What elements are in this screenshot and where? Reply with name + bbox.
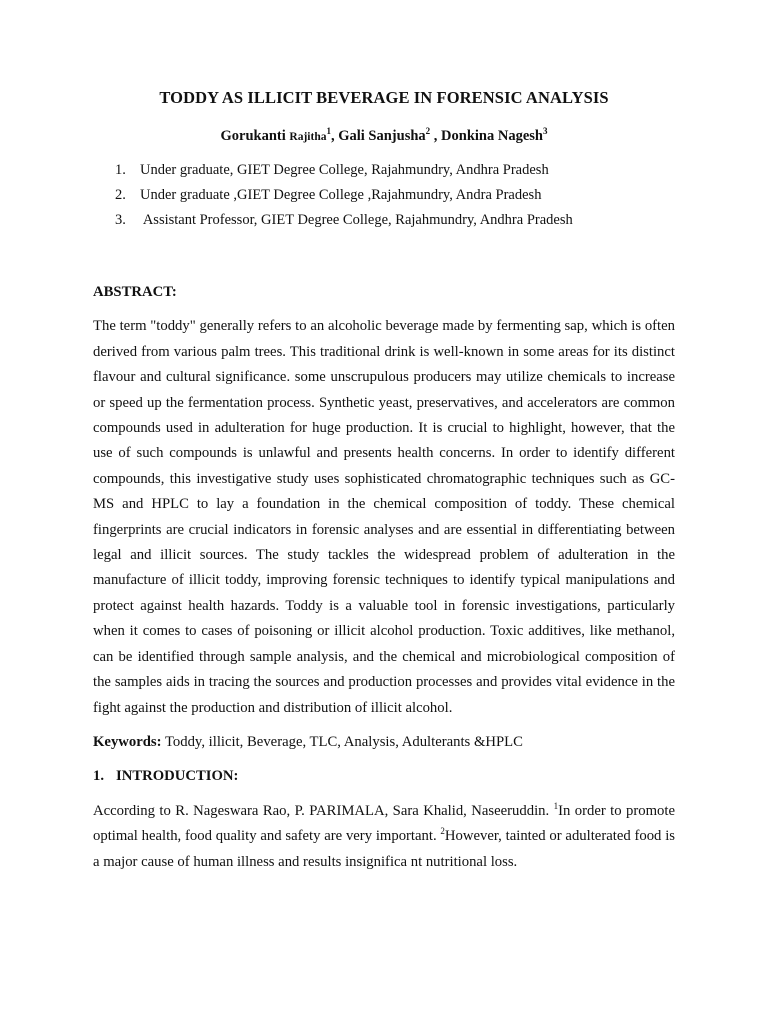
keywords-line <box>93 730 675 755</box>
author-1-first: Gorukanti <box>220 127 286 144</box>
affiliation-list <box>115 160 715 235</box>
affiliation-text: Under graduate ,GIET Degree College ,Rajahmundry, Andra Pradesh <box>140 187 542 203</box>
keywords-text: Toddy, illicit, Beverage, TLC, Analysis, Adulterants &HPLC <box>161 733 523 750</box>
paper-title: TODDY AS ILLICIT BEVERAGE IN FORENSIC ANALYSIS <box>159 88 609 107</box>
section-title: INTRODUCTION: <box>116 768 239 785</box>
intro-text-2: In order to promote optimal health, food quality and safety are very important. <box>93 802 675 845</box>
abstract-paragraph: The term "toddy" generally refers to an alcoholic beverage made by fermenting sap, which is often derived from various palm trees. This traditional drink is well-known in some areas for its distinct flavour and cultural significance. some unscrupulous producers may utilize chemicals to increase or speed up the fermentation process. Synthetic yeast, preservatives, and accelerators are common compounds used in adulteration for huge production. It is crucial to highlight, however, that the use of such compounds is unlawful and presents health concerns. In order to identify different compounds, this investigative study uses sophisticated chromatographic techniques such as GC-MS and HPLC to lay a foundation in the chemical composition of toddy. These chemical fingerprints are crucial indicators in forensic analyses and are essential in differentiating between legal and illicit sources. The study tackles the widespread problem of adulteration in the manufacture of illicit toddy, improving forensic techniques to identify typical manipulations and protect against health hazards. Toddy is a valuable tool in forensic investigations, particularly when it comes to cases of poisoning or illicit alcohol production. Toxic additives, like methanol, can be identified through sample analysis, and the chemical and microbiological composition of the samples aids in tracing the sources and production processes and provides vital evidence in the fight against the production and distribution of illicit alcohol. <box>93 318 675 716</box>
section-number: 1. <box>93 768 105 785</box>
introduction-paragraph <box>93 799 675 875</box>
body-content <box>93 280 675 884</box>
affiliation-item <box>115 210 715 235</box>
citation-mark-2: 2 <box>440 826 445 837</box>
affiliation-item <box>115 160 715 185</box>
intro-text-1: According to R. Nageswara Rao, P. PARIMALA, Sara Khalid, Naseeruddin. <box>93 802 554 819</box>
affiliation-number: 2. <box>115 187 126 203</box>
keywords-label: Keywords: <box>93 733 162 750</box>
author-1-second: Rajitha <box>289 130 327 143</box>
abstract-heading: ABSTRACT: <box>93 284 177 300</box>
intro-text-3: However, tainted or adulterated food is a major cause of human illness and results insignifica nt nutritional loss. <box>93 828 675 870</box>
author-line: Gorukanti Rajitha$^1$, Gali Sanjusha$^2$ , Donkina Nagesh$^3$ <box>220 126 548 144</box>
author-3-affil-mark: 3 <box>542 126 548 136</box>
affiliation-number: 1. <box>115 162 126 178</box>
author-3-name: Donkina Nagesh <box>441 127 543 144</box>
affiliation-number: 3. <box>115 212 126 228</box>
affiliation-text: Assistant Professor, GIET Degree College, Rajahmundry, Andhra Pradesh <box>140 212 573 228</box>
citation-mark-1: 1 <box>553 800 559 811</box>
author-2-affil-mark: 2 <box>425 126 431 136</box>
affiliation-text: Under graduate, GIET Degree College, Rajahmundry, Andhra Pradesh <box>140 162 549 178</box>
introduction-heading <box>93 764 675 789</box>
author-2-name: Gali Sanjusha <box>338 127 426 144</box>
affiliation-item <box>115 185 715 210</box>
author-1-affil-mark: 1 <box>326 126 331 136</box>
